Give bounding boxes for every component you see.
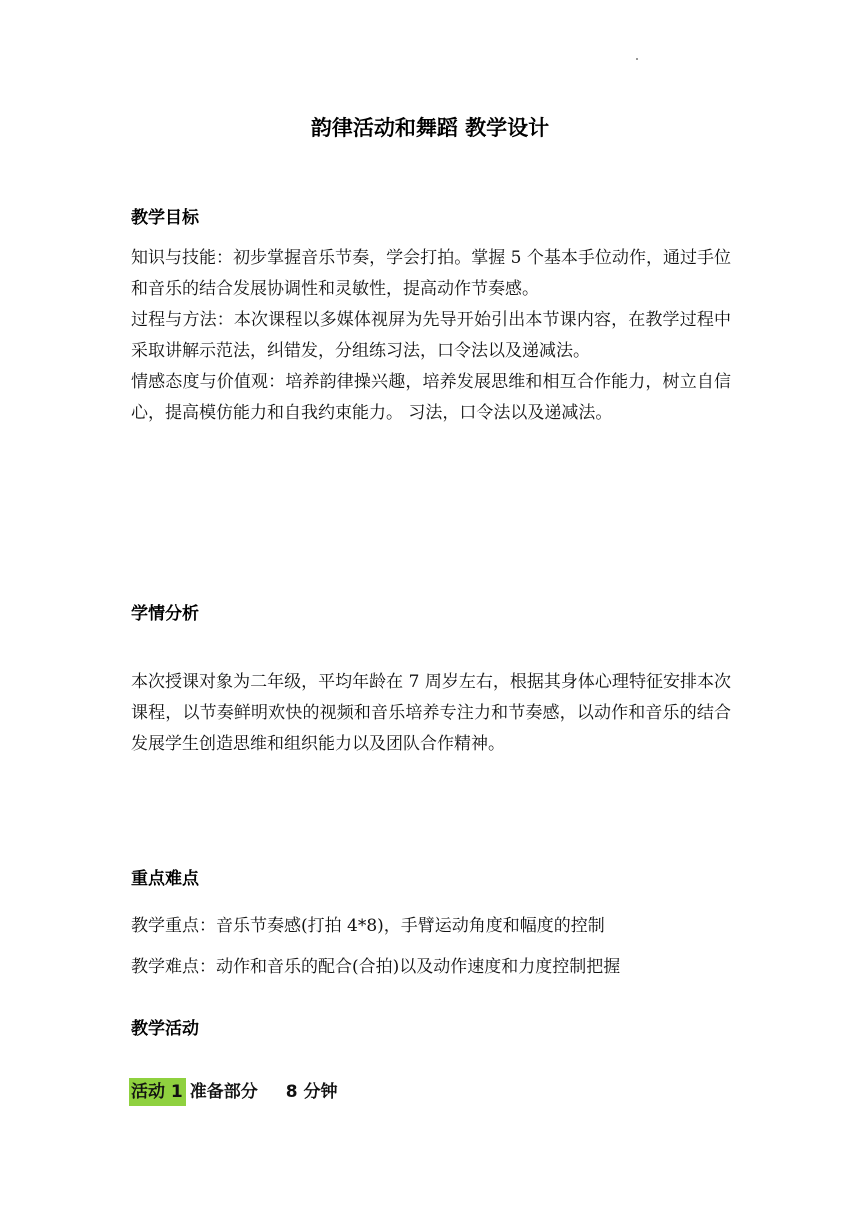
goals-process-methods: 过程与方法：本次课程以多媒体视屏为先导开始引出本节课内容，在教学过程中采取讲解示范法，纠错发，分组练习法，口令法以及递减法。 (131, 310, 731, 361)
document-title: 韵律活动和舞蹈 教学设计 (310, 116, 550, 140)
analysis-paragraph: 本次授课对象为二年级，平均年龄在 7 周岁左右，根据其身体心理特征安排本次课程，以节奏鲜明欢快的视频和音乐培养专注力和节奏感，以动作和音乐的结合发展学生创造思维和组织能力以及团队合作精神。 (131, 672, 731, 754)
activity-1-header (129, 1077, 338, 1102)
decorative-dot (636, 58, 638, 60)
analysis-section (131, 667, 731, 760)
key-difficulty: 教学难点：动作和音乐的配合(合拍)以及动作速度和力度控制把握 (131, 957, 621, 977)
goals-attitude-values: 情感态度与价值观：培养韵律操兴趣，培养发展思维和相互合作能力，树立自信心，提高模仿能力和自我约束能力。 习法，口令法以及递减法。 (131, 372, 731, 423)
activity-1-label: 活动 1 (129, 1078, 186, 1106)
key-focus: 教学重点：音乐节奏感(打拍 4*8)，手臂运动角度和幅度的控制 (131, 916, 605, 936)
activity-1-name: 准备部分 (189, 1082, 258, 1102)
heading-teaching-goals: 教学目标 (131, 208, 199, 228)
heading-teaching-activities: 教学活动 (131, 1019, 199, 1039)
activity-1-duration: 8 分钟 (285, 1082, 338, 1102)
goals-section (131, 243, 731, 429)
heading-key-points: 重点难点 (131, 869, 199, 889)
goals-knowledge-skills: 知识与技能：初步掌握音乐节奏，学会打拍。掌握 5 个基本手位动作，通过手位和音乐的结合发展协调性和灵敏性，提高动作节奏感。 (131, 248, 731, 299)
heading-student-analysis: 学情分析 (131, 604, 199, 624)
